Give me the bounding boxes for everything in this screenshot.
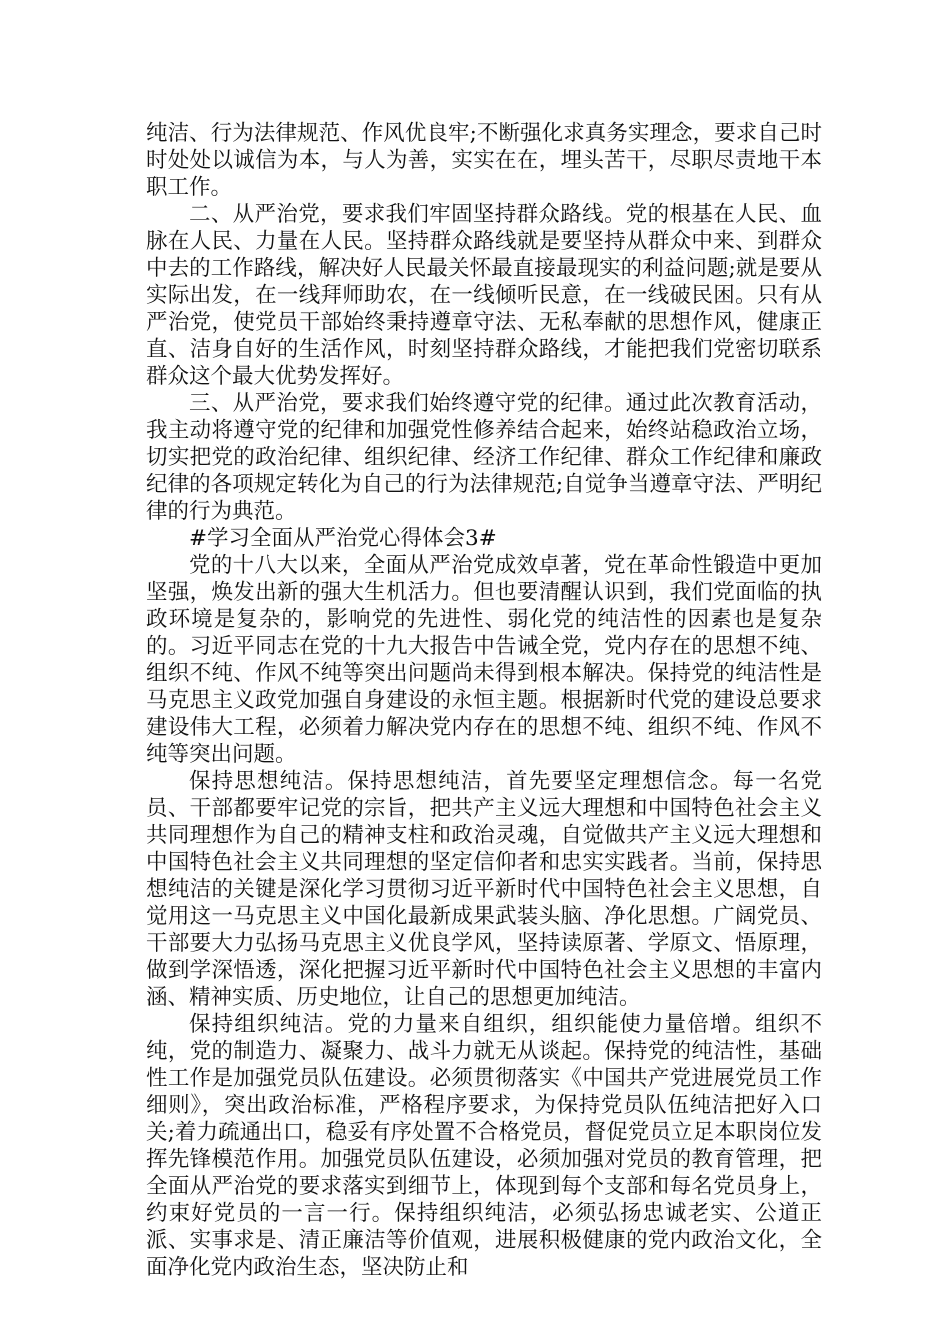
paragraph-mass-line: 二、从严治党，要求我们牢固坚持群众路线。党的根基在人民、血脉在人民、力量在人民。坚持群众路线就是要坚持从群众中来、到群众中去的工作路线，解决好人民最关怀最直接最现实的利益问题;就是要从实际出发，在一线拜师助农，在一线倾听民意，在一线破民困。只有从严治党，使党员干部始终秉持遵章守法、无私奉献的思想作风，健康正直、洁身自好的生活作风，时刻坚持群众路线，才能把我们党密切联系群众这个最大优势发挥好。 [146, 202, 822, 389]
document-body [146, 120, 822, 1281]
paragraph-organizational-purity: 保持组织纯洁。党的力量来自组织，组织能使力量倍增。组织不纯，党的制造力、凝聚力、战斗力就无从谈起。保持党的纯洁性，基础性工作是加强党员队伍建设。必须贯彻落实《中国共产党进展党员工作细则》，突出政治标准，严格程序要求，为保持党员队伍纯洁把好入口关;着力疏通出口，稳妥有序处置不合格党员，督促党员立足本职岗位发挥先锋模范作用。加强党员队伍建设，必须加强对党员的教育管理，把全面从严治党的要求落实到细节上，体现到每个支部和每名党员身上，约束好党员的一言一行。保持组织纯洁，必须弘扬忠诚老实、公道正派、实事求是、清正廉洁等价值观，进展积极健康的党内政治文化，全面净化党内政治生态，坚决防止和 [146, 1012, 822, 1280]
paragraph-intro-continuation: 纯洁、行为法律规范、作风优良牢;不断强化求真务实理念，要求自己时时处处以诚信为本，与人为善，实实在在，埋头苦干，尽职尽责地干本职工作。 [146, 121, 822, 200]
paragraph-since-18th-congress: 党的十八大以来，全面从严治党成效卓著，党在革命性锻造中更加坚强，焕发出新的强大生机活力。但也要清醒认识到，我们党面临的执政环境是复杂的，影响党的先进性、弱化党的纯洁性的因素也是复杂的。习近平同志在党的十九大报告中告诫全党，党内存在的思想不纯、组织不纯、作风不纯等突出问题尚未得到根本解决。保持党的纯洁性是马克思主义政党加强自身建设的永恒主题。根据新时代党的建设总要求建设伟大工程，必须着力解决党内存在的思想不纯、组织不纯、作风不纯等突出问题。 [146, 553, 822, 767]
paragraph-party-discipline: 三、从严治党，要求我们始终遵守党的纪律。通过此次教育活动，我主动将遵守党的纪律和加强党性修养结合起来，始终站稳政治立场，切实把党的政治纪律、组织纪律、经济工作纪律、群众工作纪律和廉政纪律的各项规定转化为自己的行为法律规范;自觉争当遵章守法、严明纪律的行为典范。 [146, 391, 822, 524]
paragraph-ideological-purity: 保持思想纯洁。保持思想纯洁，首先要坚定理想信念。每一名党员、干部都要牢记党的宗旨，把共产主义远大理想和中国特色社会主义共同理想作为自己的精神支柱和政治灵魂，自觉做共产主义远大理想和中国特色社会主义共同理想的坚定信仰者和忠实实践者。当前，保持思想纯洁的关键是深化学习贯彻习近平新时代中国特色社会主义思想，自觉用这一马克思主义中国化最新成果武装头脑、净化思想。广阔党员、干部要大力弘扬马克思主义优良学风，坚持读原著、学原文、悟原理，做到学深悟透，深化把握习近平新时代中国特色社会主义思想的丰富内涵、精神实质、历史地位，让自己的思想更加纯洁。 [146, 769, 822, 1010]
section-heading: #学习全面从严治党心得体会3# [189, 526, 497, 551]
